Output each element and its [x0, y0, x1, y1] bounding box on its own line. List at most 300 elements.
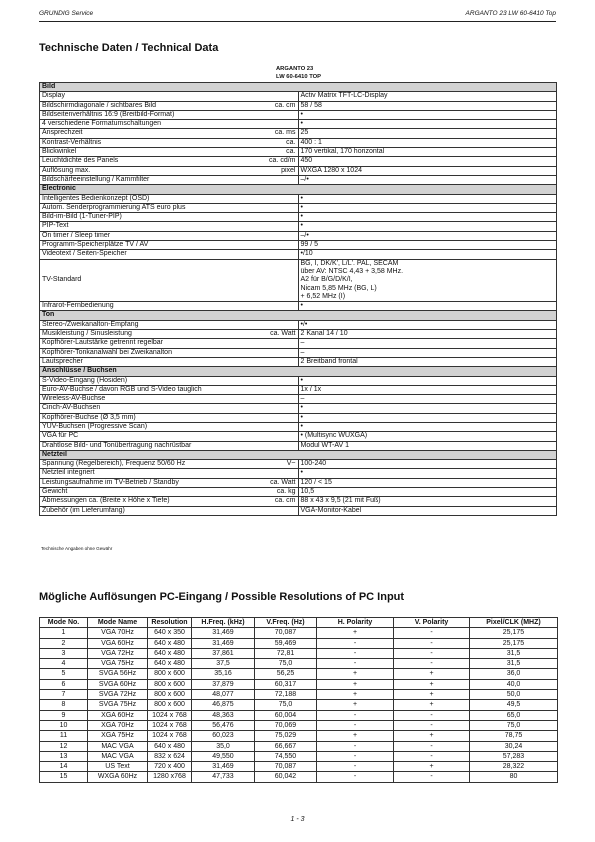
spec-row — [40, 222, 557, 231]
spec-label-cell — [40, 506, 299, 515]
spec-label-cell — [40, 259, 299, 301]
spec-label-cell — [40, 478, 299, 487]
spec-row — [40, 469, 557, 478]
model-label — [276, 65, 321, 81]
spec-label: Euro-AV-Buchse / davon RGB und S-Video tauglich — [42, 385, 202, 393]
resolution-cell: SVGA 75Hz — [88, 700, 148, 710]
spec-label-cell — [40, 101, 299, 110]
spec-value: • — [298, 376, 557, 385]
spec-value: VGA-Monitor-Kabel — [298, 506, 557, 515]
resolutions-header-row — [40, 618, 558, 628]
spec-value: • — [298, 194, 557, 203]
spec-value: 99 / 5 — [298, 241, 557, 250]
resolution-row — [40, 628, 558, 638]
resolution-cell: 31,469 — [192, 628, 255, 638]
spec-label: Ansprechzeit — [42, 129, 83, 137]
spec-label-cell — [40, 395, 299, 404]
resolutions-table — [39, 617, 558, 783]
spec-section-title: Anschlüsse / Buchsen — [40, 367, 557, 376]
resolution-row — [40, 669, 558, 679]
tv-standard-line: Nicam 5,85 MHz (BG, L) — [300, 284, 377, 292]
resolution-cell: 46,875 — [192, 700, 255, 710]
spec-row — [40, 302, 557, 311]
resolution-cell: 60,317 — [255, 679, 317, 689]
spec-unit: ca. cm — [274, 497, 296, 505]
resolution-row — [40, 700, 558, 710]
spec-label-cell — [40, 250, 299, 259]
column-header: V.Freq. (Hz) — [255, 618, 317, 628]
resolution-cell: 37,5 — [192, 659, 255, 669]
spec-value: 1x / 1x — [298, 385, 557, 394]
spec-label-cell — [40, 175, 299, 184]
spec-unit: ca. Watt — [270, 478, 296, 486]
resolution-cell: - — [317, 720, 394, 730]
spec-row — [40, 213, 557, 222]
spec-section-row — [40, 83, 557, 92]
spec-row — [40, 157, 557, 166]
resolution-cell: 74,550 — [255, 751, 317, 761]
resolution-cell: 7 — [40, 690, 88, 700]
spec-label-cell — [40, 157, 299, 166]
resolution-cell: 75,029 — [255, 731, 317, 741]
resolution-cell: 8 — [40, 700, 88, 710]
spec-label: Programm-Speicherplätze TV / AV — [42, 241, 149, 249]
spec-label: Zubehör (im Lieferumfang) — [42, 506, 125, 514]
spec-value: 170 vertikal, 170 horizontal — [298, 148, 557, 157]
resolution-cell: - — [317, 762, 394, 772]
resolution-cell: 50,0 — [470, 690, 558, 700]
spec-section-title: Netzteil — [40, 450, 557, 459]
spec-label-cell — [40, 469, 299, 478]
spec-section-title: Electronic — [40, 185, 557, 194]
spec-label: Gewicht — [42, 488, 68, 496]
spec-value: • — [298, 469, 557, 478]
spec-value: 58 / 58 — [298, 101, 557, 110]
resolution-cell: + — [394, 762, 470, 772]
spec-value: –/• — [298, 231, 557, 240]
spec-section-row — [40, 185, 557, 194]
resolution-row — [40, 751, 558, 761]
spec-row — [40, 460, 557, 469]
spec-unit: ca. — [286, 148, 296, 156]
spec-label: Display — [42, 92, 65, 100]
resolution-cell: SVGA 56Hz — [88, 669, 148, 679]
column-header: H.Freq. (kHz) — [192, 618, 255, 628]
spec-label: Bild-im-Bild (1-Tuner-PIP) — [42, 213, 122, 221]
resolution-cell: + — [394, 669, 470, 679]
header-left: GRUNDIG Service — [39, 10, 94, 17]
spec-label: VGA für PC — [42, 432, 79, 440]
spec-row — [40, 110, 557, 119]
spec-row — [40, 241, 557, 250]
resolution-cell: VGA 72Hz — [88, 648, 148, 658]
spec-unit: V~ — [286, 460, 296, 468]
spec-label: S-Video-Eingang (Hosiden) — [42, 376, 128, 384]
spec-label-cell — [40, 166, 299, 175]
spec-label: Kopfhörer-Lautstärke getrennt regelbar — [42, 339, 164, 347]
header-right: ARGANTO 23 LW 60-6410 Top — [465, 10, 556, 17]
spec-label: Auflösung max. — [42, 166, 91, 174]
resolution-cell: 28,322 — [470, 762, 558, 772]
resolution-cell: 640 x 350 — [148, 628, 192, 638]
resolution-cell: 72,188 — [255, 690, 317, 700]
spec-label-cell — [40, 488, 299, 497]
spec-value: 100-240 — [298, 460, 557, 469]
resolution-cell: 800 x 600 — [148, 669, 192, 679]
column-header: Resolution — [148, 618, 192, 628]
tv-standard-line: A2 für B/G/D/K/I, — [300, 276, 353, 284]
spec-row — [40, 92, 557, 101]
resolution-cell: 4 — [40, 659, 88, 669]
resolution-cell: 49,550 — [192, 751, 255, 761]
resolution-cell: - — [394, 741, 470, 751]
resolution-cell: 800 x 600 — [148, 690, 192, 700]
resolution-cell: 31,5 — [470, 648, 558, 658]
spec-value: – — [298, 395, 557, 404]
spec-value: 400 : 1 — [298, 138, 557, 147]
spec-label: Drahtlose Bild- und Tonübertragung nachrüstbar — [42, 441, 192, 449]
model-line-1: ARGANTO 23 — [276, 66, 314, 72]
spec-label-cell — [40, 441, 299, 450]
column-header: Mode Name — [88, 618, 148, 628]
resolution-cell: 75,0 — [470, 720, 558, 730]
spec-section-row — [40, 450, 557, 459]
spec-row — [40, 376, 557, 385]
spec-label-cell — [40, 231, 299, 240]
resolution-cell: 13 — [40, 751, 88, 761]
resolution-cell: 2 — [40, 638, 88, 648]
spec-value: • (Multisync WUXGA) — [298, 432, 557, 441]
resolution-cell: - — [317, 648, 394, 658]
spec-label-cell — [40, 460, 299, 469]
resolution-cell: 72,81 — [255, 648, 317, 658]
resolution-cell: 40,0 — [470, 679, 558, 689]
resolution-cell: 1280 x768 — [148, 772, 192, 782]
resolution-cell: 65,0 — [470, 710, 558, 720]
spec-row — [40, 175, 557, 184]
resolution-row — [40, 710, 558, 720]
spec-row — [40, 259, 557, 301]
resolution-cell: + — [394, 679, 470, 689]
resolution-cell: 57,283 — [470, 751, 558, 761]
resolution-cell: - — [317, 751, 394, 761]
spec-label-cell — [40, 138, 299, 147]
resolution-cell: + — [317, 679, 394, 689]
spec-label-cell — [40, 110, 299, 119]
resolution-cell: 720 x 400 — [148, 762, 192, 772]
resolution-row — [40, 731, 558, 741]
spec-section-row — [40, 367, 557, 376]
spec-label: On timer / Sleep timer — [42, 231, 111, 239]
resolution-cell: + — [394, 690, 470, 700]
spec-value: • — [298, 413, 557, 422]
spec-value: WXGA 1280 x 1024 — [298, 166, 557, 175]
resolution-cell: - — [317, 741, 394, 751]
resolution-cell: WXGA 60Hz — [88, 772, 148, 782]
resolution-cell: 25,175 — [470, 628, 558, 638]
spec-label: Infrarot-Fernbedienung — [42, 302, 114, 310]
spec-row — [40, 101, 557, 110]
spec-value: • — [298, 302, 557, 311]
resolution-cell: 31,5 — [470, 659, 558, 669]
spec-value: –/• — [298, 175, 557, 184]
spec-label: Autom. Senderprogrammierung ATS euro plus — [42, 203, 186, 211]
spec-label-cell — [40, 413, 299, 422]
resolution-row — [40, 720, 558, 730]
resolution-cell: 800 x 600 — [148, 679, 192, 689]
resolution-cell: MAC VGA — [88, 751, 148, 761]
resolution-cell: - — [317, 638, 394, 648]
spec-row — [40, 478, 557, 487]
spec-value: Activ Matrix TFT-LC-Display — [298, 92, 557, 101]
spec-label-cell — [40, 432, 299, 441]
resolution-cell: 25,175 — [470, 638, 558, 648]
spec-label: 4 verschiedene Formatumschaltungen — [42, 120, 162, 128]
resolution-cell: 832 x 624 — [148, 751, 192, 761]
spec-label-cell — [40, 422, 299, 431]
spec-row — [40, 203, 557, 212]
spec-value: •/10 — [298, 250, 557, 259]
resolution-cell: 35,16 — [192, 669, 255, 679]
resolution-cell: - — [317, 659, 394, 669]
resolution-cell: 1024 x 768 — [148, 720, 192, 730]
resolution-cell: - — [394, 720, 470, 730]
spec-label-cell — [40, 213, 299, 222]
spec-label-cell — [40, 320, 299, 329]
resolution-cell: 70,087 — [255, 762, 317, 772]
page-title: Technische Daten / Technical Data — [39, 42, 219, 54]
spec-row — [40, 395, 557, 404]
spec-row — [40, 497, 557, 506]
resolution-cell: + — [317, 669, 394, 679]
spec-table — [39, 82, 557, 516]
spec-row — [40, 148, 557, 157]
resolution-cell: 1024 x 768 — [148, 710, 192, 720]
spec-section-title: Ton — [40, 311, 557, 320]
spec-row — [40, 138, 557, 147]
resolution-cell: 60,023 — [192, 731, 255, 741]
resolution-row — [40, 638, 558, 648]
spec-row — [40, 432, 557, 441]
spec-label: Bildseitenverhältnis 16:9 (Breitbild-Format) — [42, 110, 175, 118]
spec-value: • — [298, 213, 557, 222]
resolution-cell: 5 — [40, 669, 88, 679]
spec-label-cell — [40, 92, 299, 101]
resolution-cell: 49,5 — [470, 700, 558, 710]
resolution-cell: 31,469 — [192, 638, 255, 648]
resolution-cell: 800 x 600 — [148, 700, 192, 710]
resolution-cell: 1 — [40, 628, 88, 638]
spec-row — [40, 120, 557, 129]
spec-label-cell — [40, 330, 299, 339]
resolution-cell: 70,069 — [255, 720, 317, 730]
spec-row — [40, 231, 557, 240]
spec-label: Netzteil integriert — [42, 469, 95, 477]
spec-value: •/• — [298, 320, 557, 329]
spec-label: Kopfhörer-Buchse (Ø 3,5 mm) — [42, 413, 136, 421]
spec-value: 2 Kanal 14 / 10 — [298, 330, 557, 339]
spec-label: TV-Standard — [42, 276, 82, 284]
tv-standard-line: + 6,52 MHz (I) — [300, 292, 346, 300]
resolution-cell: XGA 60Hz — [88, 710, 148, 720]
resolution-cell: 15 — [40, 772, 88, 782]
resolution-cell: 36,0 — [470, 669, 558, 679]
resolution-row — [40, 762, 558, 772]
spec-label-cell — [40, 385, 299, 394]
resolution-cell: 12 — [40, 741, 88, 751]
resolution-cell: SVGA 60Hz — [88, 679, 148, 689]
spec-value — [298, 259, 557, 301]
resolution-cell: 14 — [40, 762, 88, 772]
resolution-cell: MAC VGA — [88, 741, 148, 751]
column-header: H. Polarity — [317, 618, 394, 628]
spec-unit: ca. kg — [276, 488, 296, 496]
resolution-cell: 37,861 — [192, 648, 255, 658]
resolution-cell: 80 — [470, 772, 558, 782]
resolution-cell: + — [317, 628, 394, 638]
resolution-cell: 640 x 480 — [148, 741, 192, 751]
resolution-cell: XGA 75Hz — [88, 731, 148, 741]
resolution-cell: 59,469 — [255, 638, 317, 648]
spec-label: Leuchtdichte des Panels — [42, 157, 119, 165]
spec-section-title: Bild — [40, 83, 557, 92]
tv-standard-line: BG, I, DK/K', L/L'. PAL, SECAM — [300, 259, 399, 267]
resolution-cell: - — [317, 772, 394, 782]
resolution-cell: 70,087 — [255, 628, 317, 638]
spec-row — [40, 348, 557, 357]
resolution-cell: 30,24 — [470, 741, 558, 751]
spec-label: Wireless-AV-Buchse — [42, 395, 106, 403]
resolution-cell: 1024 x 768 — [148, 731, 192, 741]
spec-unit: ca. — [286, 138, 296, 146]
spec-section-row — [40, 311, 557, 320]
spec-label-cell — [40, 222, 299, 231]
spec-row — [40, 166, 557, 175]
resolutions-title: Mögliche Auflösungen PC-Eingang / Possible Resolutions of PC Input — [39, 591, 405, 603]
resolution-row — [40, 772, 558, 782]
resolution-row — [40, 659, 558, 669]
resolution-cell: 640 x 480 — [148, 648, 192, 658]
spec-unit: ca. Watt — [270, 330, 296, 338]
spec-label: Bildschärfeeinstellung / Kammfilter — [42, 175, 150, 183]
spec-unit: ca. cd/m — [269, 157, 296, 165]
resolution-cell: 640 x 480 — [148, 638, 192, 648]
resolution-cell: + — [394, 700, 470, 710]
spec-label-cell — [40, 339, 299, 348]
resolution-cell: XGA 70Hz — [88, 720, 148, 730]
spec-unit: ca. cm — [274, 101, 296, 109]
spec-value: • — [298, 203, 557, 212]
spec-value: • — [298, 120, 557, 129]
resolution-cell: 47,733 — [192, 772, 255, 782]
spec-label: Blickwinkel — [42, 148, 77, 156]
spec-label-cell — [40, 302, 299, 311]
resolution-cell: 75,0 — [255, 700, 317, 710]
model-line-2: LW 60-6410 TOP — [276, 74, 321, 80]
spec-label-cell — [40, 148, 299, 157]
spec-label: Cinch-AV-Buchsen — [42, 404, 101, 412]
spec-label-cell — [40, 348, 299, 357]
resolution-cell: US Text — [88, 762, 148, 772]
spec-row — [40, 385, 557, 394]
spec-value: 25 — [298, 129, 557, 138]
resolution-cell: - — [394, 772, 470, 782]
spec-value: 10,5 — [298, 488, 557, 497]
spec-label: Stereo-/Zweikanalton-Empfang — [42, 320, 139, 328]
header-divider — [39, 21, 556, 22]
resolution-cell: SVGA 72Hz — [88, 690, 148, 700]
spec-label-cell — [40, 241, 299, 250]
spec-unit: ca. ms — [274, 129, 296, 137]
spec-value: • — [298, 404, 557, 413]
resolution-cell: 640 x 480 — [148, 659, 192, 669]
resolution-cell: 3 — [40, 648, 88, 658]
resolution-cell: - — [394, 751, 470, 761]
spec-label: Abmessungen ca. (Breite x Höhe x Tiefe) — [42, 497, 170, 505]
spec-value: Modul WT-AV 1 — [298, 441, 557, 450]
resolution-cell: 56,25 — [255, 669, 317, 679]
column-header: V. Polarity — [394, 618, 470, 628]
resolution-cell: 56,476 — [192, 720, 255, 730]
spec-value: • — [298, 110, 557, 119]
resolution-cell: - — [394, 648, 470, 658]
spec-label: Spannung (Regelbereich), Frequenz 50/60 Hz — [42, 460, 186, 468]
spec-label: Lautsprecher — [42, 357, 83, 365]
spec-value: 120 / < 15 — [298, 478, 557, 487]
spec-label: Kopfhörer-Tonkanalwahl bei Zweikanalton — [42, 348, 172, 356]
spec-label: Intelligentes Bedienkonzept (OSD) — [42, 194, 150, 202]
resolution-cell: 48,077 — [192, 690, 255, 700]
spec-value: – — [298, 348, 557, 357]
spec-row — [40, 488, 557, 497]
resolution-cell: - — [394, 659, 470, 669]
resolution-cell: + — [317, 731, 394, 741]
column-header: Mode No. — [40, 618, 88, 628]
spec-label-cell — [40, 357, 299, 366]
resolution-cell: 48,363 — [192, 710, 255, 720]
resolution-cell: - — [394, 628, 470, 638]
resolution-row — [40, 648, 558, 658]
spec-label-cell — [40, 376, 299, 385]
spec-label-cell — [40, 497, 299, 506]
spec-row — [40, 357, 557, 366]
spec-row — [40, 404, 557, 413]
resolution-cell: VGA 75Hz — [88, 659, 148, 669]
resolution-cell: - — [394, 638, 470, 648]
resolution-cell: - — [394, 710, 470, 720]
resolution-cell: 66,667 — [255, 741, 317, 751]
spec-label: YUV-Buchsen (Progressive Scan) — [42, 422, 148, 430]
resolution-cell: 37,879 — [192, 679, 255, 689]
spec-label: PIP-Text — [42, 222, 69, 230]
resolution-cell: 35,0 — [192, 741, 255, 751]
resolution-cell: 60,004 — [255, 710, 317, 720]
spec-label-cell — [40, 129, 299, 138]
resolution-row — [40, 741, 558, 751]
spec-value: • — [298, 222, 557, 231]
tv-standard-line: über AV: NTSC 4,43 + 3,58 MHz. — [300, 267, 404, 275]
page-number: 1 - 3 — [290, 816, 305, 823]
footnote: Technische Angaben ohne Gewähr — [41, 546, 113, 551]
resolution-row — [40, 690, 558, 700]
resolution-cell: 9 — [40, 710, 88, 720]
resolution-cell: 11 — [40, 731, 88, 741]
spec-row — [40, 320, 557, 329]
resolution-cell: 10 — [40, 720, 88, 730]
spec-label: Musikleistung / Sinusleistung — [42, 330, 132, 338]
spec-row — [40, 506, 557, 515]
resolution-cell: + — [317, 690, 394, 700]
